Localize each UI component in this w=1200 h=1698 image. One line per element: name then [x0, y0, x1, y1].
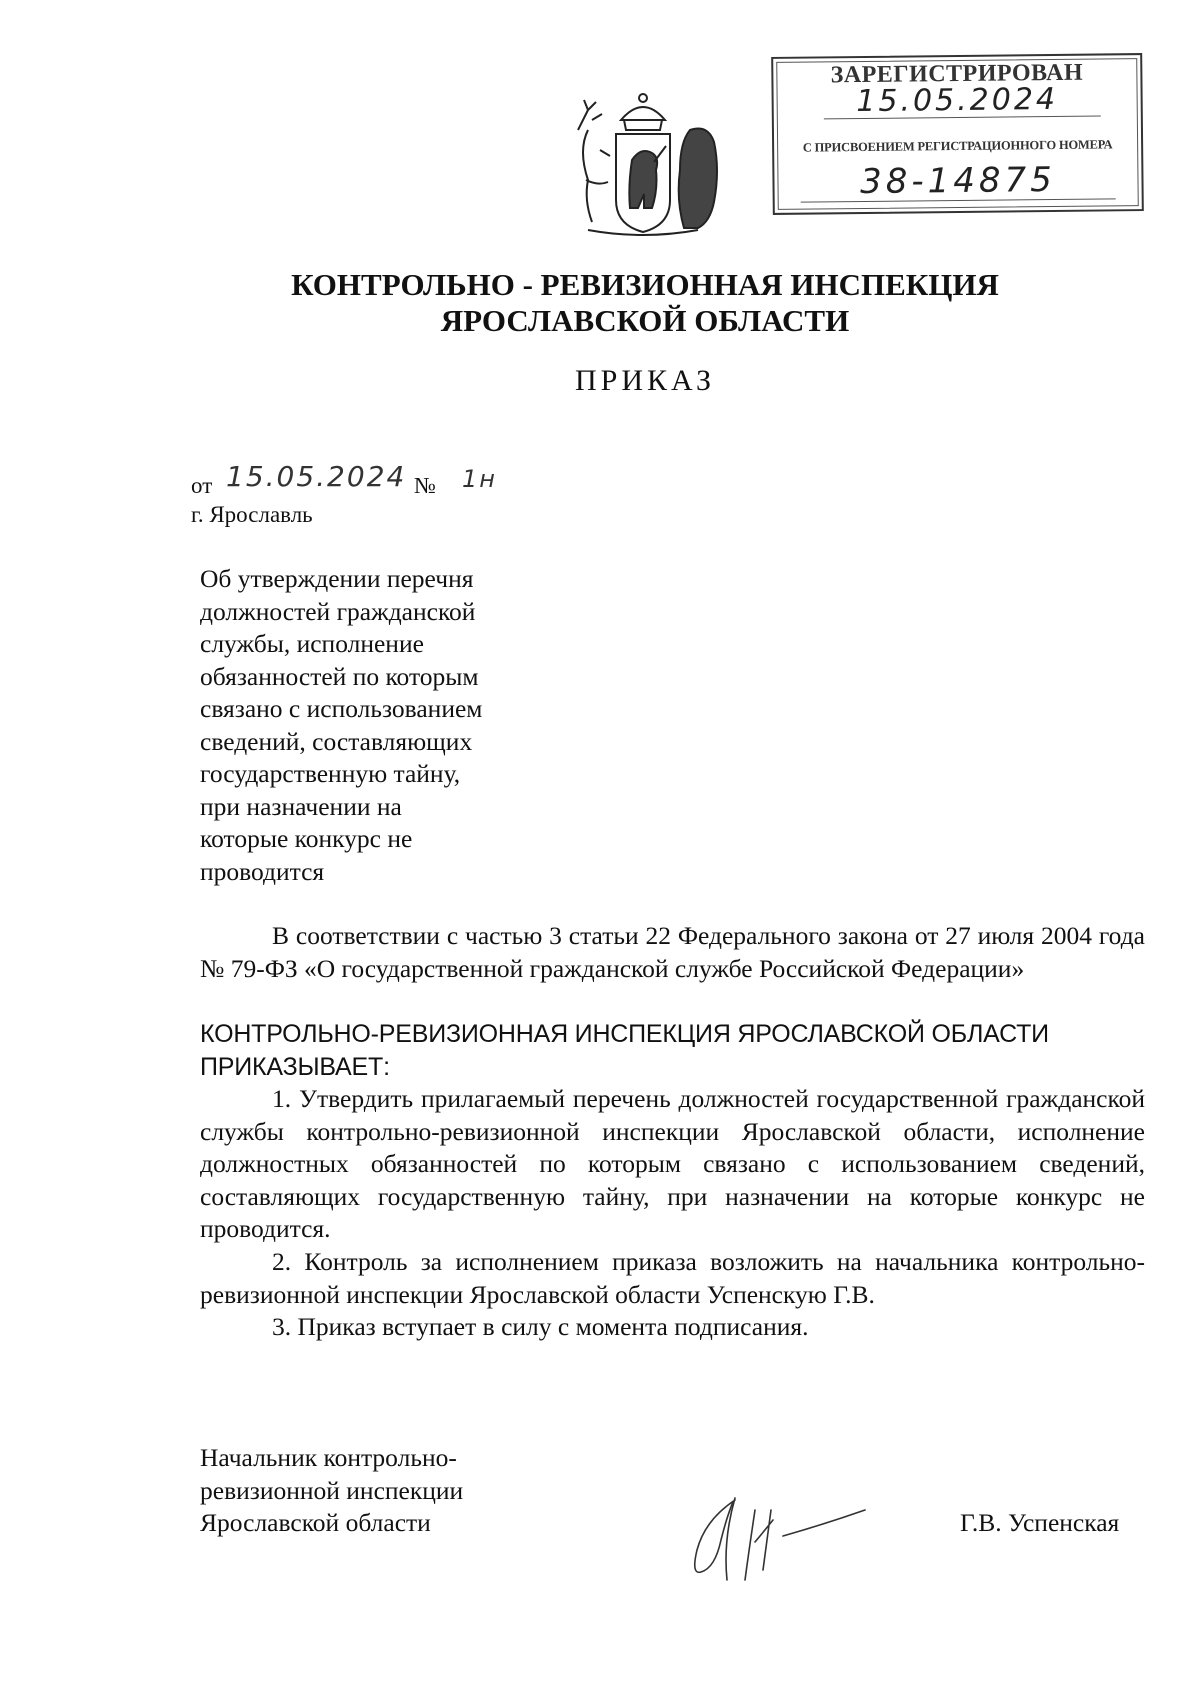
organization-name-line1: КОНТРОЛЬНО - РЕВИЗИОННАЯ ИНСПЕКЦИЯ — [291, 267, 999, 302]
order-number: 1н — [462, 465, 497, 493]
subject-line: обязанностей по которым — [200, 661, 479, 691]
city-label: г. Ярославль — [191, 502, 313, 527]
order-item-2: 2. Контроль за исполнением приказа возложить на начальника контрольно-ревизионной инспекции Ярославской области Успенскую Г.В. — [200, 1247, 1145, 1309]
date-label: от — [191, 473, 213, 498]
subject-line: службы, исполнение — [200, 629, 424, 658]
signer-position — [200, 1442, 540, 1540]
subject-line: Об утверждении перечня — [200, 564, 474, 593]
handwritten-signature — [675, 1480, 885, 1590]
subject-line: должностей гражданской — [200, 596, 476, 626]
order-item-3: 3. Приказ вступает в силу с момента подписания. — [272, 1312, 809, 1341]
coat-of-arms-emblem — [558, 90, 728, 240]
organization-name-line2: ЯРОСЛАВСКОЙ ОБЛАСТИ — [440, 303, 850, 338]
subject-line: проводится — [200, 856, 325, 886]
stamp-registration-number: 38-14875 — [859, 159, 1057, 203]
subject-line: государственную тайну, — [200, 759, 461, 788]
stamp-title: ЗАРЕГИСТРИРОВАН — [830, 59, 1084, 89]
preamble-paragraph: В соответствии с частью 3 статьи 22 Федерального закона от 27 июля 2004 года № 79-ФЗ «О государственной гражданской службе Российской Федерации» — [200, 921, 1145, 983]
order-phrase: КОНТРОЛЬНО-РЕВИЗИОННАЯ ИНСПЕКЦИЯ ЯРОСЛАВСКОЙ ОБЛАСТИ ПРИКАЗЫВАЕТ: — [200, 1020, 1049, 1081]
document-type-title: ПРИКАЗ — [575, 364, 715, 397]
signer-position-line: ревизионной инспекции — [200, 1475, 464, 1505]
stamp-registration-date: 15.05.2024 — [856, 81, 1059, 120]
signer-position-line: Ярославской области — [200, 1508, 431, 1537]
stamp-subtitle: С ПРИСВОЕНИЕМ РЕГИСТРАЦИОННОГО НОМЕРА — [802, 137, 1113, 155]
subject-line: при назначении на — [200, 791, 402, 821]
order-date: 15.05.2024 — [226, 460, 407, 493]
number-label: № — [414, 473, 436, 498]
subject-line: связано с использованием — [200, 694, 483, 723]
registration-stamp — [771, 53, 1144, 215]
subject-line: сведений, составляющих — [200, 726, 473, 756]
order-subject — [200, 563, 530, 888]
subject-line: которые конкурс не — [200, 824, 413, 853]
order-item-1: 1. Утвердить прилагаемый перечень должностей государственной гражданской службы контрольно-ревизионной инспекции Ярославской области, исполнение должностных обязанностей по которым связано с использованием сведений, составляющих государственную тайну, при назначении на которые конкурс не проводится. — [200, 1084, 1145, 1243]
signer-name: Г.В. Успенская — [960, 1508, 1120, 1537]
signer-position-line: Начальник контрольно- — [200, 1443, 457, 1472]
